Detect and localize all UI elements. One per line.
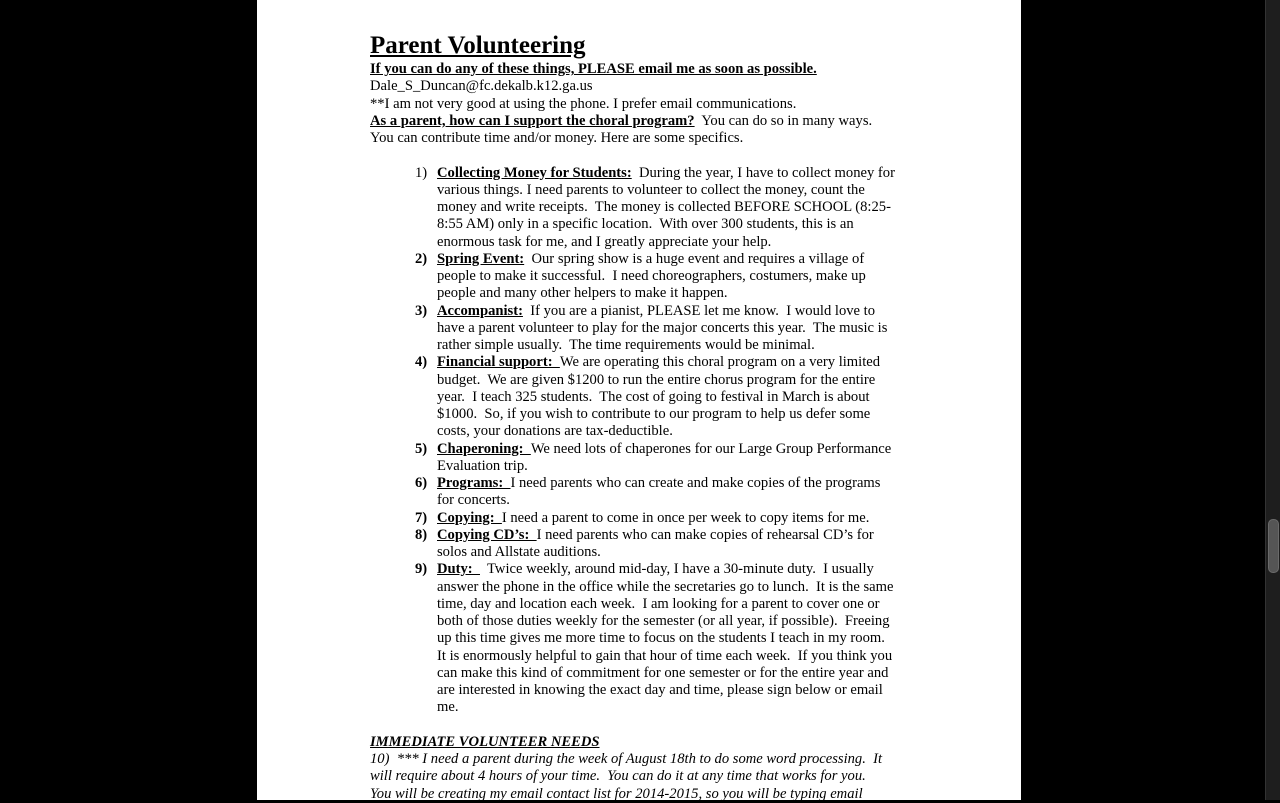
item-title: Copying: xyxy=(437,509,502,526)
item-line xyxy=(437,303,887,320)
immediate-line: You will be creating my email contact list for 2014-2015, so you will be typing email xyxy=(370,785,863,802)
item-number: 2) xyxy=(415,250,428,267)
list-item xyxy=(415,527,930,562)
scrollbar-thumb[interactable] xyxy=(1268,519,1279,573)
item-text: We need lots of chaperones for our Large Group Performance xyxy=(530,440,892,457)
item-text: I need parents who can create and make copies of the programs xyxy=(510,475,881,491)
item-text: During the year, I have to collect money for xyxy=(631,164,895,181)
item-title: Duty: xyxy=(437,561,480,578)
intro-text: You can do so in many ways. xyxy=(694,112,873,129)
list-item xyxy=(415,354,930,440)
contact-email: Dale_S_Duncan@fc.dekalb.k12.ga.us xyxy=(370,78,593,95)
item-text: I need parents who can make copies of rehearsal CD’s for xyxy=(536,526,874,543)
item-line xyxy=(437,475,880,492)
item-title: Spring Event: xyxy=(437,250,525,267)
item-number: 6) xyxy=(415,475,428,491)
item-text: I need a parent to come in once per week to copy items for me. xyxy=(501,509,870,526)
item-number: 5) xyxy=(415,440,428,457)
item-line: enormous task for me, and I greatly appreciate your help. xyxy=(437,233,772,250)
item-line: $1000. So, if you wish to contribute to our program to help us defer some xyxy=(437,406,871,422)
item-line: people and many other helpers to make it happen. xyxy=(437,285,728,302)
list-item xyxy=(415,441,930,476)
intro-line xyxy=(370,113,930,130)
intro-line-2: You can contribute time and/or money. Here are some specifics. xyxy=(370,130,744,146)
item-line: rather simple usually. The time requirements would be minimal. xyxy=(437,337,815,353)
item-line: solos and Allstate auditions. xyxy=(437,544,601,560)
item-number: 7) xyxy=(415,509,428,526)
item-line xyxy=(437,527,874,544)
page-title: Parent Volunteering xyxy=(370,32,586,59)
item-line xyxy=(437,354,880,371)
immediate-heading: IMMEDIATE VOLUNTEER NEEDS xyxy=(370,733,600,750)
immediate-line: will require about 4 hours of your time. You can do it at any time that works for you. xyxy=(370,768,866,785)
item-number: 9) xyxy=(415,561,428,578)
list-item xyxy=(415,475,930,510)
item-line: me. xyxy=(437,699,459,716)
item-text: We are operating this choral program on a very limited xyxy=(559,354,881,371)
item-line: for concerts. xyxy=(437,492,510,509)
item-line xyxy=(437,441,891,458)
item-line: 8:55 AM) only in a specific location. With over 300 students, this is an xyxy=(437,216,854,233)
item-line: money and write receipts. The money is collected BEFORE SCHOOL (8:25- xyxy=(437,199,891,215)
item-line: can make this kind of commitment for one semester or for the entire year and xyxy=(437,664,889,681)
phone-note: **I am not very good at using the phone. I prefer email communications. xyxy=(370,95,797,112)
item-line xyxy=(437,165,895,182)
item-line: both of those duties weekly for the semester (or all year, if possible). Freeing xyxy=(437,613,890,629)
scrollbar[interactable] xyxy=(1265,0,1280,800)
item-line: Evaluation trip. xyxy=(437,457,528,474)
item-number: 8) xyxy=(415,526,428,543)
item-text: If you are a pianist, PLEASE let me know. I would love to xyxy=(522,302,876,319)
list-item xyxy=(415,510,930,527)
document-content xyxy=(370,31,930,803)
document-page xyxy=(257,0,1021,800)
volunteer-list xyxy=(370,165,930,717)
item-title: Copying CD’s: xyxy=(437,526,537,543)
item-line: people to make it successful. I need choreographers, costumers, make up xyxy=(437,268,866,284)
item-line: various things. I need parents to volunteer to collect the money, count the xyxy=(437,181,865,198)
list-item xyxy=(415,303,930,355)
item-line: year. I teach 325 students. The cost of going to festival in March is about xyxy=(437,388,870,405)
item-line xyxy=(437,251,866,268)
item-number: 1) xyxy=(415,164,428,181)
support-question: As a parent, how can I support the choral program? xyxy=(370,112,695,129)
list-item xyxy=(415,561,930,716)
item-title: Programs: xyxy=(437,475,511,491)
immediate-line: 10) *** I need a parent during the week of August 18th to do some word processing. It xyxy=(370,751,883,767)
item-line: costs, your donations are tax-deductible. xyxy=(437,423,673,440)
item-title: Collecting Money for Students: xyxy=(437,164,632,181)
item-line: It is enormously helpful to gain that hour of time each week. If you think you xyxy=(437,647,893,664)
immediate-needs xyxy=(370,751,930,803)
item-number: 4) xyxy=(415,354,428,371)
list-item xyxy=(415,165,930,251)
item-text: Twice weekly, around mid-day, I have a 30-minute duty. I usually xyxy=(479,561,874,578)
item-line xyxy=(437,510,869,527)
item-title: Accompanist: xyxy=(437,302,523,319)
item-line: answer the phone in the office while the secretaries go to lunch. It is the same xyxy=(437,578,894,595)
subtitle: If you can do any of these things, PLEASE email me as soon as possible. xyxy=(370,61,817,77)
item-text: Our spring show is a huge event and requires a village of xyxy=(524,250,865,267)
item-title: Chaperoning: xyxy=(437,440,531,457)
item-line: have a parent volunteer to play for the major concerts this year. The music is xyxy=(437,319,888,336)
item-title: Financial support: xyxy=(437,354,560,371)
item-number: 3) xyxy=(415,302,428,319)
item-line: time, day and location each week. I am looking for a parent to cover one or xyxy=(437,595,880,612)
item-line: are interested in knowing the exact day and time, please sign below or email xyxy=(437,682,883,698)
item-line: up this time gives me more time to focus on the students I teach in my room. xyxy=(437,630,885,647)
item-line xyxy=(437,561,893,578)
item-line: budget. We are given $1200 to run the entire chorus program for the entire xyxy=(437,371,876,388)
list-item xyxy=(415,251,930,303)
